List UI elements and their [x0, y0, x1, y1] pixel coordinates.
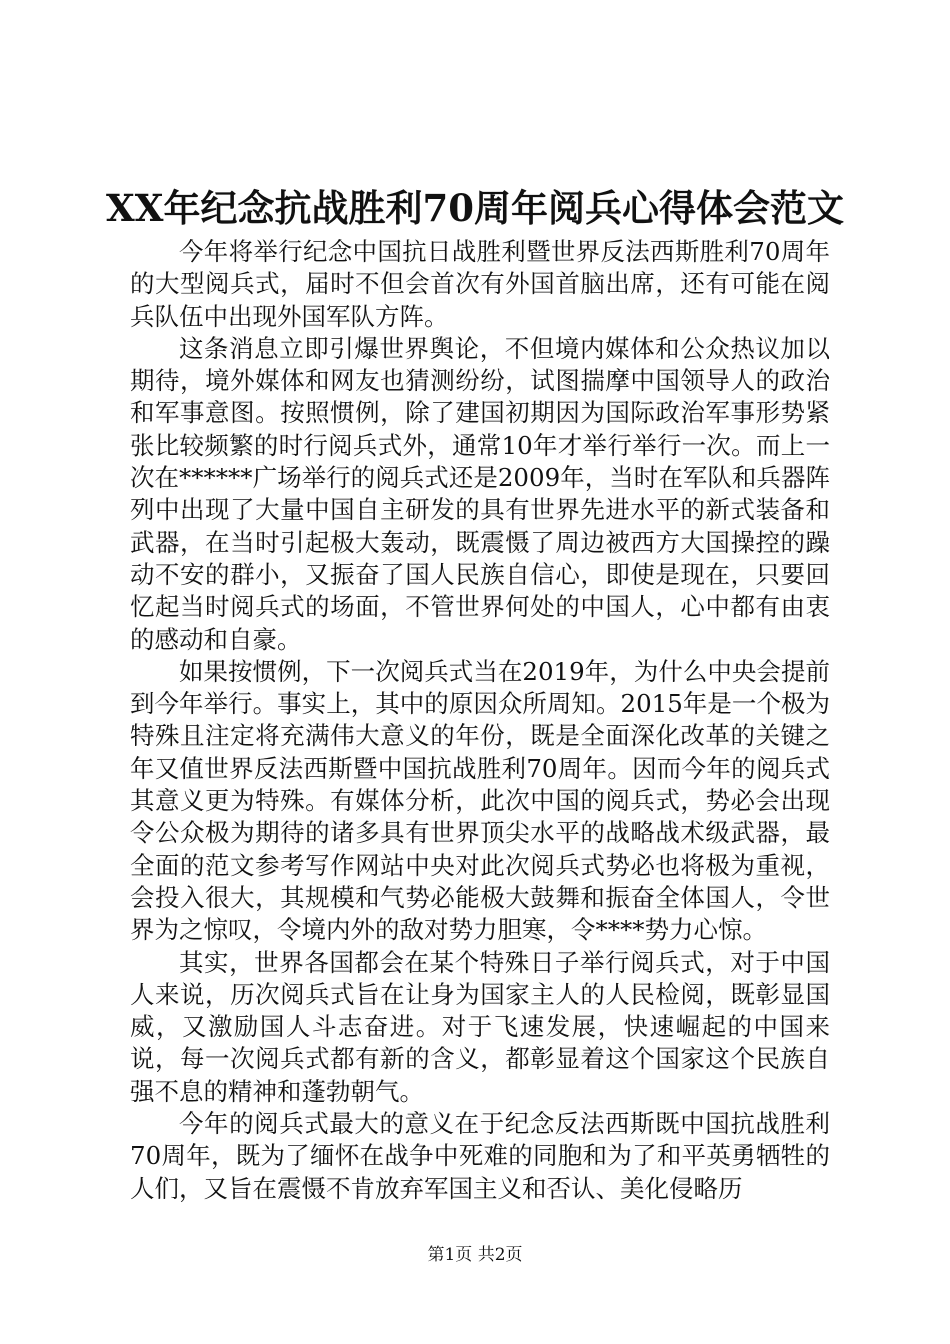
document-body [130, 236, 830, 1205]
paragraph: 如果按惯例，下一次阅兵式当在2019年，为什么中央会提前到今年举行。事实上，其中的原因众所周知。2015年是一个极为特殊且注定将充满伟大意义的年份，既是全面深化改革的关键之年又值世界反法西斯暨中国抗战胜利70周年。因而今年的阅兵式其意义更为特殊。有媒体分析，此次中国的阅兵式，势必会出现令公众极为期待的诸多具有世界顶尖水平的战略战术级武器，最全面的范文参考写作网站中央对此次阅兵式势必也将极为重视，会投入很大，其规模和气势必能极大鼓舞和振奋全体国人，令世界为之惊叹，令境内外的敌对势力胆寒，令****势力心惊。 [130, 656, 830, 945]
document-title: XX年纪念抗战胜利70周年阅兵心得体会范文 [106, 186, 844, 230]
paragraph: 今年的阅兵式最大的意义在于纪念反法西斯既中国抗战胜利70周年，既为了缅怀在战争中死难的同胞和为了和平英勇牺牲的人们，又旨在震慑不肯放弃军国主义和否认、美化侵略历 [130, 1109, 830, 1203]
paragraph: 今年将举行纪念中国抗日战胜利暨世界反法西斯胜利70周年的大型阅兵式，届时不但会首次有外国首脑出席，还有可能在阅兵队伍中出现外国军队方阵。 [130, 237, 830, 331]
page-footer: 第1页 共2页 [427, 1245, 523, 1265]
paragraph: 其实，世界各国都会在某个特殊日子举行阅兵式，对于中国人来说，历次阅兵式旨在让身为国家主人的人民检阅，既彰显国威，又激励国人斗志奋进。对于飞速发展，快速崛起的中国来说，每一次阅兵式都有新的含义，都彰显着这个国家这个民族自强不息的精神和蓬勃朝气。 [130, 947, 830, 1106]
paragraph: 这条消息立即引爆世界舆论，不但境内媒体和公众热议加以期待，境外媒体和网友也猜测纷纷，试图揣摩中国领导人的政治和军事意图。按照惯例，除了建国初期因为国际政治军事形势紧张比较频繁的时行阅兵式外，通常10年才举行举行一次。而上一次在******广场举行的阅兵式还是2009年，当时在军队和兵器阵列中出现了大量中国自主研发的具有世界先进水平的新式装备和武器，在当时引起极大轰动，既震慑了周边被西方大国操控的躁动不安的群小，又振奋了国人民族自信心，即使是现在，只要回忆起当时阅兵式的场面，不管世界何处的中国人，心中都有由衷的感动和自豪。 [130, 333, 830, 654]
